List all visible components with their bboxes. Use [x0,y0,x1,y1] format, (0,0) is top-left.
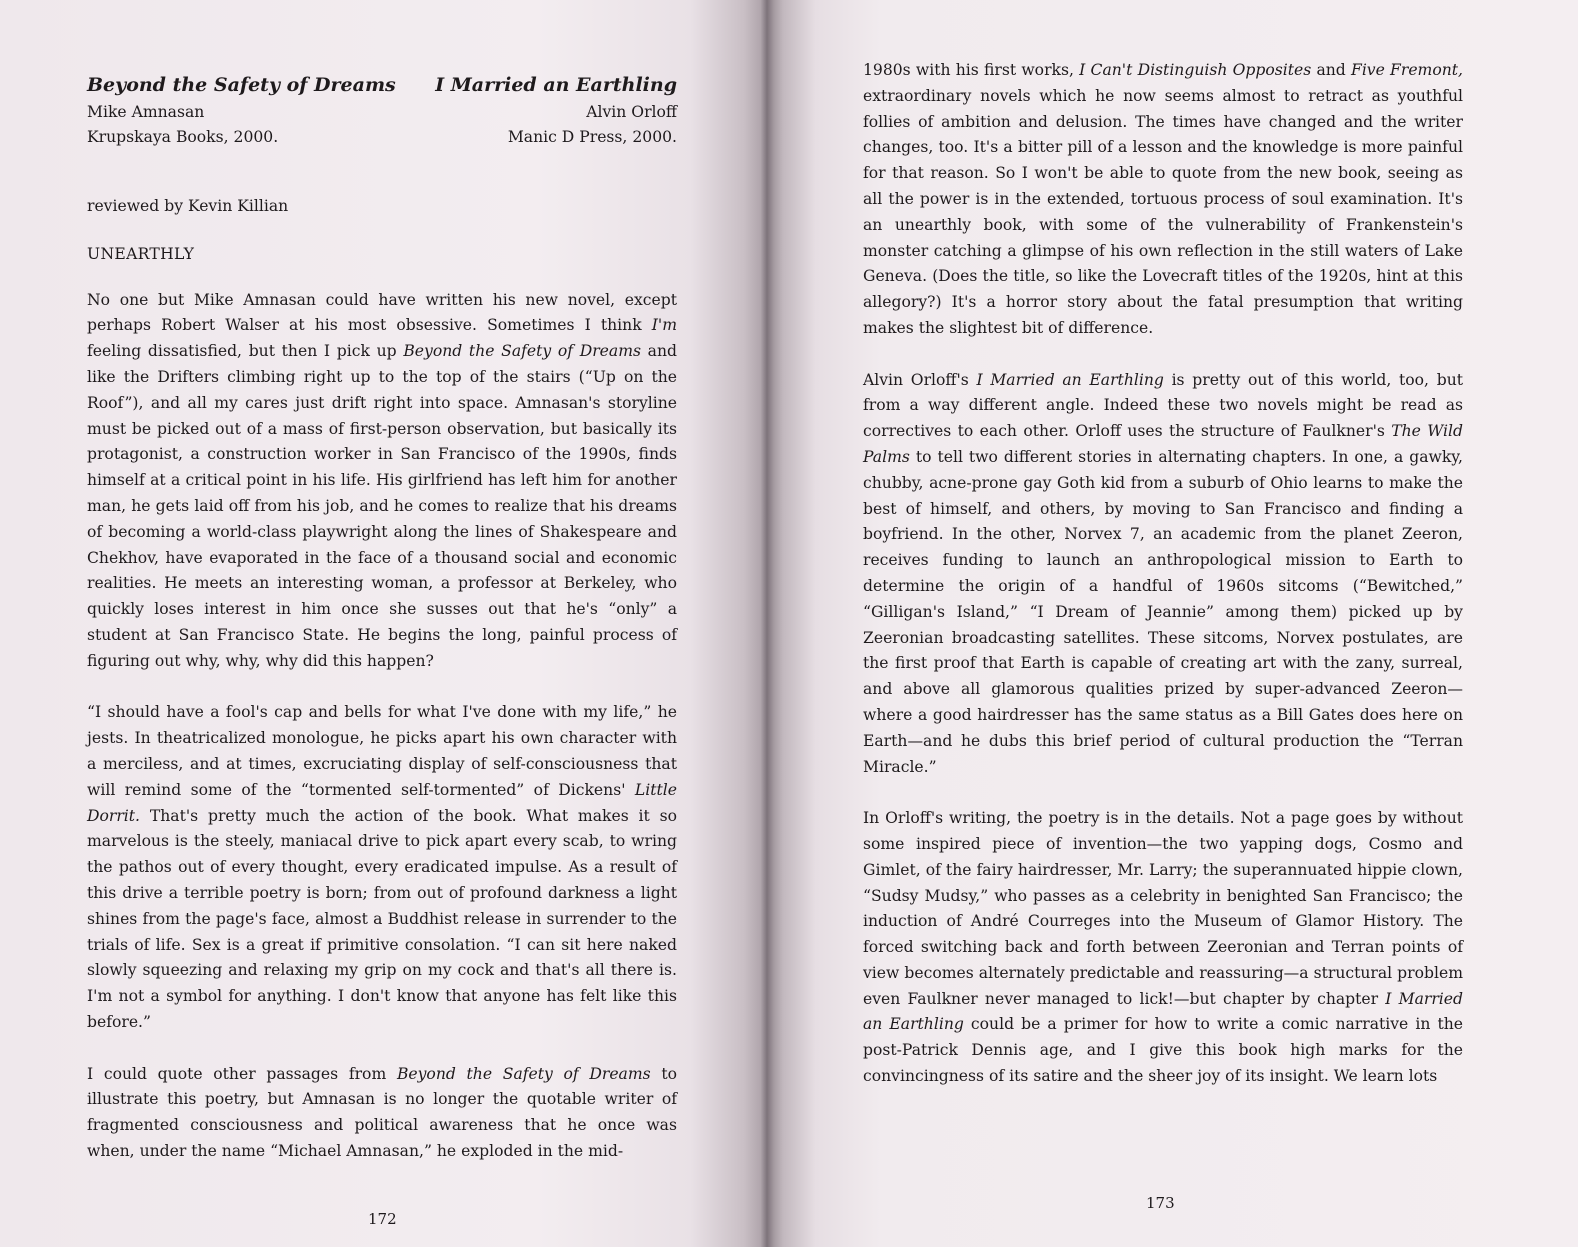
right-page-text [863,58,1463,1090]
text-run: feeling dissatisfied, but then I pick up [87,342,404,361]
paragraph [87,288,677,675]
book-title-ref: I Married an Earthling [976,370,1164,389]
left-page [0,0,767,1247]
paragraph-gap [87,1036,677,1062]
page-number-right: 173 [1146,1194,1175,1212]
book-title-ref: I Can't Distinguish Opposites [1079,61,1312,79]
text-run: In Orloff's writing, the poetry is in the details. Not a page goes by without some inspired piece of invention—the two yapping dogs, Cosmo and Gimlet, of the fairy hairdresser, Mr. Larry; the superannuated hippie clown, “Sudsy Mudsy,” who passes as a celebrity in benighted San Francisco; the induction of André Courreges into the Museum of Glamor History. The forced switching back and forth between Zeeronian and Terran points of view becomes alternately predictable and reassuring—a structural problem even Faulkner never managed to lick!—but chapter by chapter [863,809,1463,1008]
text-run: and [1311,61,1351,79]
book-title-ref: Little Dorrit. [87,780,677,825]
book-title-ref: Five Fremont, [1351,61,1463,79]
author-left: Mike Amnasan [87,103,205,121]
paragraph [863,368,1463,781]
italic-text: I'm [651,316,677,335]
review-authors [87,100,677,125]
publisher-right: Manic D Press, 2000. [507,128,677,146]
paragraph-gap [87,675,677,701]
page-number-left: 172 [368,1210,397,1228]
text-run: That's pretty much the action of the book. What makes it so marvelous is the steely, maniacal drive to pick apart every scab, to wring the pathos out of every thought, every eradicated impulse. As a result of this drive a terrible poetry is born; from out of profound darkness a light shines from the page's face, almost a Buddhist release in surrender to the trials of life. Sex is a great if primitive consolation. “I can sit here naked slowly squeezing and relaxing my grip on my cock and that's all there is. I'm not a symbol for anything. I don't know that anyone has felt like this before.” [87,806,677,1031]
text-run: could be a primer for how to write a comic narrative in the post-Patrick Dennis age, and I give this book high marks for the convincingness of its satire and the sheer joy of its insight. We learn lots [863,1015,1463,1086]
text-run: 1980s with his first works, [863,61,1080,79]
text-run: I could quote other passages from [87,1064,397,1083]
section-heading: UNEARTHLY [87,244,195,263]
text-run: No one but Mike Amnasan could have written his new novel, except perhaps Robert Walser at his most obsessive. Sometimes I think [87,290,677,335]
paragraph [863,58,1463,342]
text-run: extraordinary novels which he now seems almost to retract as youthful follies of ambition and delusion. The times have changed and the writer changes, too. It's a bitter pill of a lesson and the knowledge is more painful for that reason. So I won't be able to quote from the new book, seeing as all the power is in the extended, tortuous process of soul examination. It's an unearthly book, with some of the vulnerability of Frankenstein's monster catching a glimpse of his own reflection in the still waters of Lake Geneva. (Does the title, so like the Lovecraft titles of the 1920s, hint at this allegory?) It's a horror story about the fatal presumption that writing makes the slightest bit of difference. [863,86,1463,337]
paragraph [863,806,1463,1090]
text-run: is pretty out of this world, too, but from a way different angle. Indeed these two novels might be read as correctives to each other. Orloff uses the structure of Faulkner's [863,370,1464,441]
left-page-text [87,70,677,1165]
book-title-ref: Beyond the Safety of Dreams [403,342,641,361]
right-page [767,0,1578,1247]
paragraph-gap [863,780,1463,806]
author-right: Alvin Orloff [586,103,677,121]
publisher-left: Krupskaya Books, 2000. [87,128,279,146]
book-title-right: I Married an Earthling [435,74,677,96]
text-run: to illustrate this poetry, but Amnasan is no longer the quotable writer of fragmented consciousness and political awareness that he once was when, under the name “Michael Amnasan,” he exploded in the mid- [87,1064,677,1160]
byline: reviewed by Kevin Killian [87,197,289,215]
book-title-left: Beyond the Safety of Dreams [87,74,396,96]
book-title-ref: The Wild Palms [863,422,1463,466]
paragraph-gap [863,342,1463,368]
text-run: and like the Drifters climbing right up to the top of the stairs (“Up on the Roof”), and all my cares just drift right into space. Amnasan's storyline must be picked out of a mass of first-person observation, but basically its protagonist, a construction worker in San Francisco of the 1990s, finds himself at a critical point in his life. His girlfriend has left him for another man, he gets laid off from his job, and he comes to realize that his dreams of becoming a world-class playwright along the lines of Shakespeare and Chekhov, have evaporated in the face of a thousand social and economic realities. He meets an interesting woman, a professor at Berkeley, who quickly loses interest in him once she susses out that he's “only” a student at San Francisco State. He begins the long, painful process of figuring out why, why, why did this happen? [87,342,678,670]
paragraph [87,700,677,1035]
book-title-ref: I Married an Earthling [863,989,1464,1034]
paragraph [87,1062,677,1165]
review-titles [87,70,677,100]
review-publishers [87,125,677,150]
text-run: Alvin Orloff's [863,370,977,389]
book-title-ref: Beyond the Safety of Dreams [396,1064,651,1083]
text-run: “I should have a fool's cap and bells for what I've done with my life,” he jests. In theatricalized monologue, he picks apart his own character with a merciless, and at times, excruciating display of self-consciousness that will remind some of the “tormented self-tormented” of Dickens' [87,703,677,799]
text-run: to tell two different stories in alternating chapters. In one, a gawky, chubby, acne-prone gay Goth kid from a suburb of Ohio learns to make the best of himself, and others, by moving to San Francisco and finding a boyfriend. In the other, Norvex 7, an academic from the planet Zeeron, receives funding to launch an anthropological mission to Earth to determine the origin of a handful of 1960s sitcoms (“Bewitched,” “Gilligan's Island,” “I Dream of Jeannie” among them) picked up by Zeeronian broadcasting satellites. These sitcoms, Norvex postulates, are the first proof that Earth is capable of creating art with the zany, surreal, and above all glamorous qualities prized by super-advanced Zeeron—where a good hairdresser has the same status as a Bill Gates does here on Earth—and he dubs this brief period of cultural production the “Terran Miracle.” [863,447,1463,776]
book-spine-shadow [760,0,774,1247]
